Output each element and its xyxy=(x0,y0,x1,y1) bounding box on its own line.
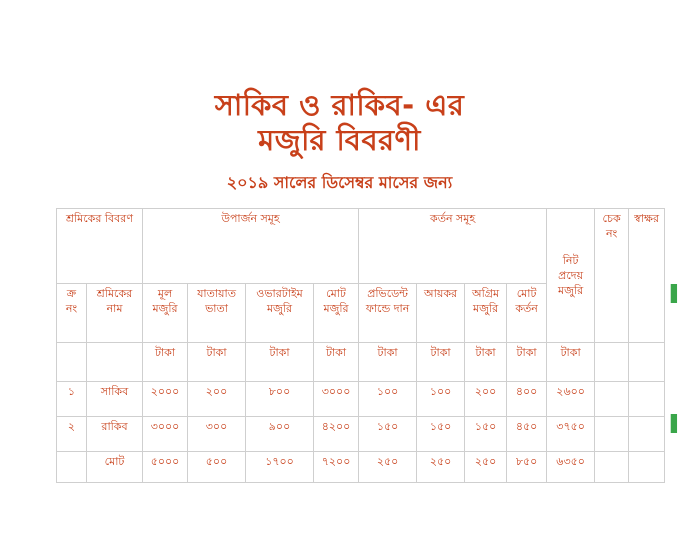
total-advance: ২৫০ xyxy=(465,452,507,483)
cell-advance: ১৫০ xyxy=(465,417,507,452)
side-mark-bottom: ▌ xyxy=(671,414,683,433)
cell-travel: ৩০০ xyxy=(188,417,246,452)
cell-total-deduction: ৪৫০ xyxy=(507,417,547,452)
unit-cell: টাকা xyxy=(417,343,465,382)
cell-net: ৩৭৫০ xyxy=(547,417,595,452)
cell-overtime: ৯০০ xyxy=(246,417,314,452)
unit-cell: টাকা xyxy=(547,343,595,382)
cell-total-wage: ৩০০০ xyxy=(314,382,359,417)
cell-basic: ২০০০ xyxy=(143,382,188,417)
total-overtime: ১৭০০ xyxy=(246,452,314,483)
cell-signature xyxy=(629,382,665,417)
cell-cheque xyxy=(595,417,629,452)
cell-cheque xyxy=(595,382,629,417)
col-serial: ক্র নং xyxy=(57,284,87,343)
col-travel-allowance: যাতায়াত ভাতা xyxy=(188,284,246,343)
col-provident-fund: প্রভিডেন্ট ফান্ডে দান xyxy=(359,284,417,343)
cell-name: রাকিব xyxy=(87,417,143,452)
col-total-wage: মোট মজুরি xyxy=(314,284,359,343)
cell-total-deduction: ৪০০ xyxy=(507,382,547,417)
header-worker-details: শ্রমিকের বিবরণ xyxy=(57,209,143,284)
side-mark-top: ▌ xyxy=(671,284,683,303)
header-net-wage: নিট প্রদেয় মজুরি xyxy=(547,209,595,343)
document-title-line-1: সাকিব ও রাকিব- এর xyxy=(214,88,465,122)
cell-signature xyxy=(629,452,665,483)
header-cheque-no: চেক নং xyxy=(595,209,629,343)
unit-cell: টাকা xyxy=(246,343,314,382)
total-deduction: ৮৫০ xyxy=(507,452,547,483)
cell-tax: ১৫০ xyxy=(417,417,465,452)
table-unit-row xyxy=(57,343,665,382)
total-tax: ২৫০ xyxy=(417,452,465,483)
cell-cheque xyxy=(595,452,629,483)
unit-cell: টাকা xyxy=(507,343,547,382)
header-signature: স্বাক্ষর xyxy=(629,209,665,343)
unit-cell-empty xyxy=(629,343,665,382)
unit-cell-empty xyxy=(595,343,629,382)
cell-serial: ১ xyxy=(57,382,87,417)
cell-signature xyxy=(629,417,665,452)
table-header-group-row xyxy=(57,209,665,284)
table-row xyxy=(57,382,665,417)
col-total-deduction: মোট কর্তন xyxy=(507,284,547,343)
total-travel: ৫০০ xyxy=(188,452,246,483)
unit-cell-empty xyxy=(57,343,87,382)
table-total-row xyxy=(57,452,665,483)
unit-cell: টাকা xyxy=(359,343,417,382)
cell-travel: ২০০ xyxy=(188,382,246,417)
unit-cell: টাকা xyxy=(188,343,246,382)
total-net: ৬৩৫০ xyxy=(547,452,595,483)
cell-advance: ২০০ xyxy=(465,382,507,417)
cell-name: সাকিব xyxy=(87,382,143,417)
cell-net: ২৬০০ xyxy=(547,382,595,417)
col-income-tax: আয়কর xyxy=(417,284,465,343)
cell-overtime: ৮০০ xyxy=(246,382,314,417)
wage-table xyxy=(56,208,665,483)
document-title-line-2: মজুরি বিবরণী xyxy=(258,123,421,157)
unit-cell-empty xyxy=(87,343,143,382)
cell-tax: ১০০ xyxy=(417,382,465,417)
total-wage: ৭২০০ xyxy=(314,452,359,483)
cell-pf: ১৫০ xyxy=(359,417,417,452)
cell-serial: ২ xyxy=(57,417,87,452)
cell-pf: ১০০ xyxy=(359,382,417,417)
total-pf: ২৫০ xyxy=(359,452,417,483)
header-deductions: কর্তন সমূহ xyxy=(359,209,547,284)
cell-serial xyxy=(57,452,87,483)
table-row xyxy=(57,417,665,452)
total-basic: ৫০০০ xyxy=(143,452,188,483)
cell-basic: ৩০০০ xyxy=(143,417,188,452)
unit-cell: টাকা xyxy=(314,343,359,382)
header-earnings: উপার্জন সমূহ xyxy=(143,209,359,284)
col-overtime-wage: ওভারটাইম মজুরি xyxy=(246,284,314,343)
document-subtitle: ২০১৯ সালের ডিসেম্বর মাসের জন্য xyxy=(226,173,453,192)
col-advance-wage: অগ্রিম মজুরি xyxy=(465,284,507,343)
col-worker-name: শ্রমিকের নাম xyxy=(87,284,143,343)
unit-cell: টাকা xyxy=(143,343,188,382)
cell-total-wage: ৪২০০ xyxy=(314,417,359,452)
col-basic-wage: মূল মজুরি xyxy=(143,284,188,343)
unit-cell: টাকা xyxy=(465,343,507,382)
total-label: মোট xyxy=(87,452,143,483)
